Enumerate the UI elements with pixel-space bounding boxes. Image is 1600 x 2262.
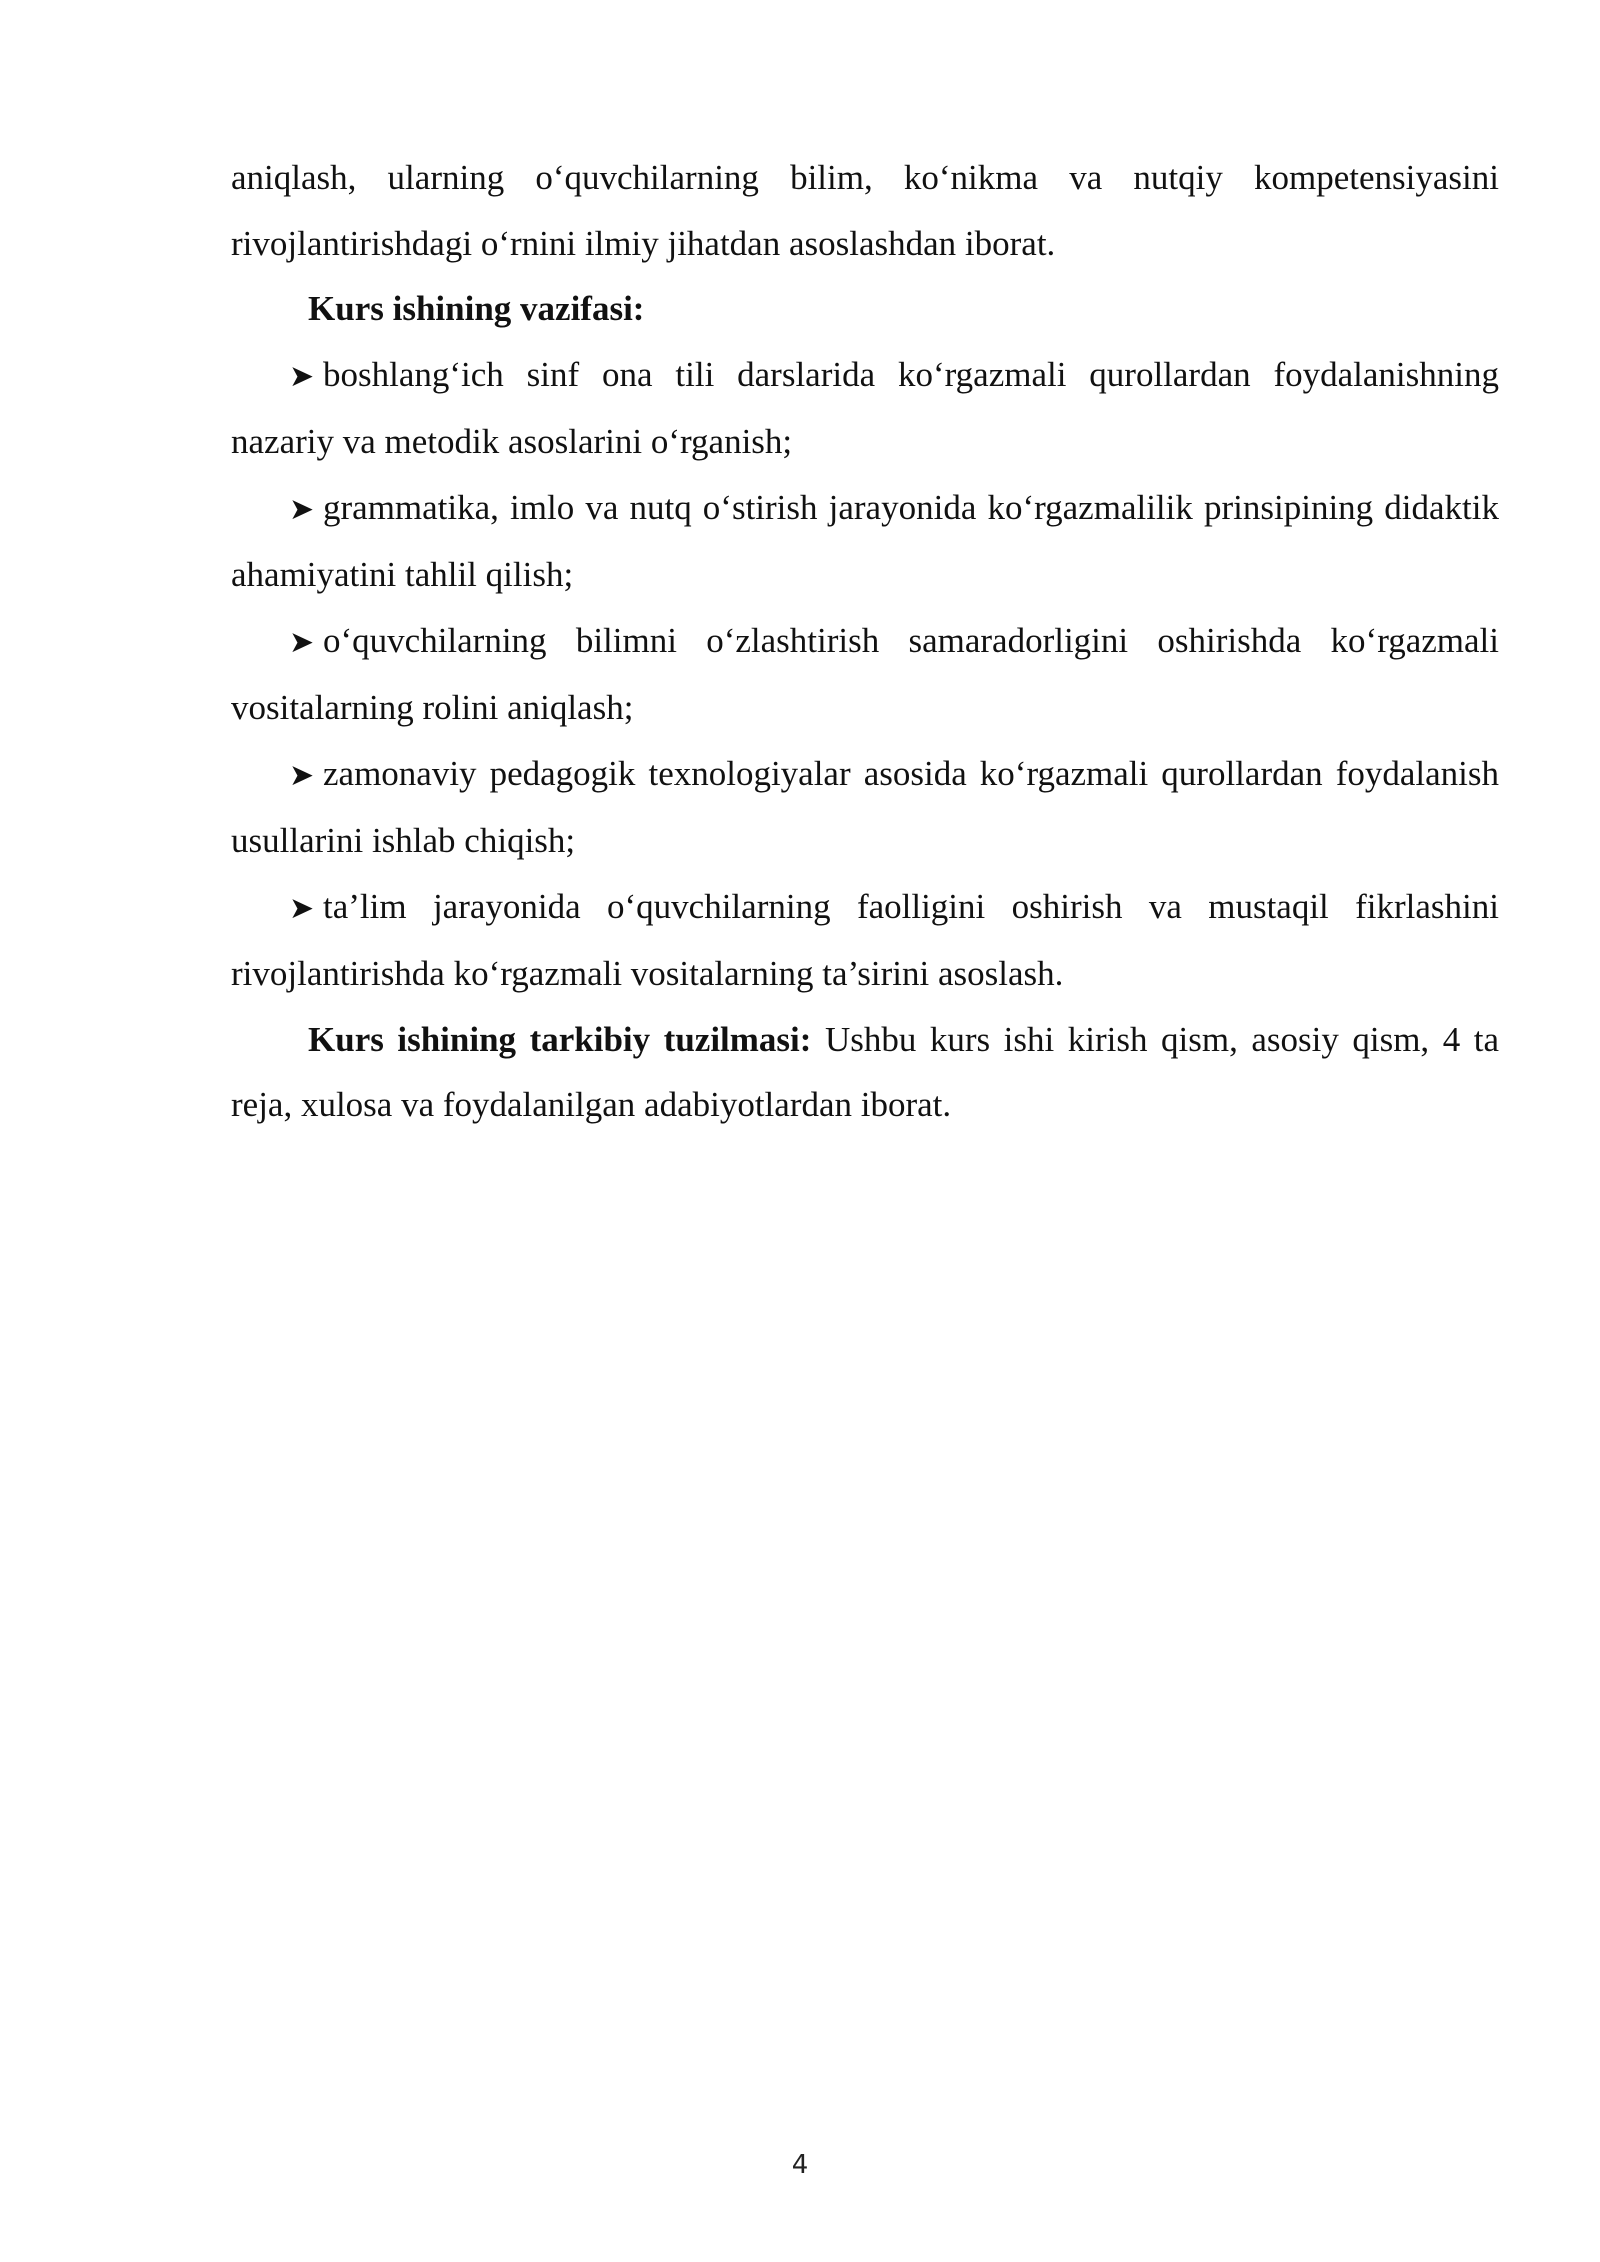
page-number: 4 — [791, 2150, 809, 2180]
task-item — [231, 475, 1499, 608]
arrowhead-bullet-icon: ➤ — [289, 624, 315, 660]
task-item-text: grammatika, imlo va nutq o‘stirish jarayonida ko‘rgazmalilik prinsipining didaktik ahamiyatini tahlil qilish; — [231, 487, 1499, 594]
task-item — [231, 608, 1499, 741]
task-item-text: ta’lim jarayonida o‘quvchilarning faolligini oshirish va mustaqil fikrlashini rivojlantirishda ko‘rgazmali vositalarning ta’sirini asoslash. — [231, 886, 1499, 993]
tasks-heading: Kurs ishining vazifasi: — [308, 289, 645, 328]
document-page — [231, 145, 1499, 1138]
structure-paragraph — [231, 1007, 1499, 1138]
task-item-text: o‘quvchilarning bilimni o‘zlashtirish samaradorligini oshirishda ko‘rgazmali vositalarning rolini aniqlash; — [231, 620, 1499, 727]
structure-text: Ushbu kurs ishi kirish qism, asosiy qism, 4 ta reja, xulosa va foydalanilgan adabiyotlardan iborat. — [231, 1019, 1499, 1124]
structure-heading: Kurs ishining tarkibiy tuzilmasi: — [308, 1019, 812, 1059]
arrowhead-bullet-icon: ➤ — [289, 491, 315, 527]
tasks-heading-line — [231, 276, 1499, 342]
task-item — [231, 741, 1499, 874]
arrowhead-bullet-icon: ➤ — [289, 890, 315, 926]
task-item — [231, 342, 1499, 475]
arrowhead-bullet-icon: ➤ — [289, 358, 315, 394]
task-item-text: boshlang‘ich sinf ona tili darslarida ko‘rgazmali qurollardan foydalanishning nazariy va metodik asoslarini o‘rganish; — [231, 354, 1499, 461]
task-item-text: zamonaviy pedagogik texnologiyalar asosida ko‘rgazmali qurollardan foydalanish usullarini ishlab chiqish; — [231, 753, 1499, 860]
arrowhead-bullet-icon: ➤ — [289, 757, 315, 793]
task-item — [231, 874, 1499, 1007]
intro-paragraph: aniqlash, ularning o‘quvchilarning bilim, ko‘nikma va nutqiy kompetensiyasini rivojlantirishdagi o‘rnini ilmiy jihatdan asoslashdan iborat. — [231, 158, 1499, 263]
